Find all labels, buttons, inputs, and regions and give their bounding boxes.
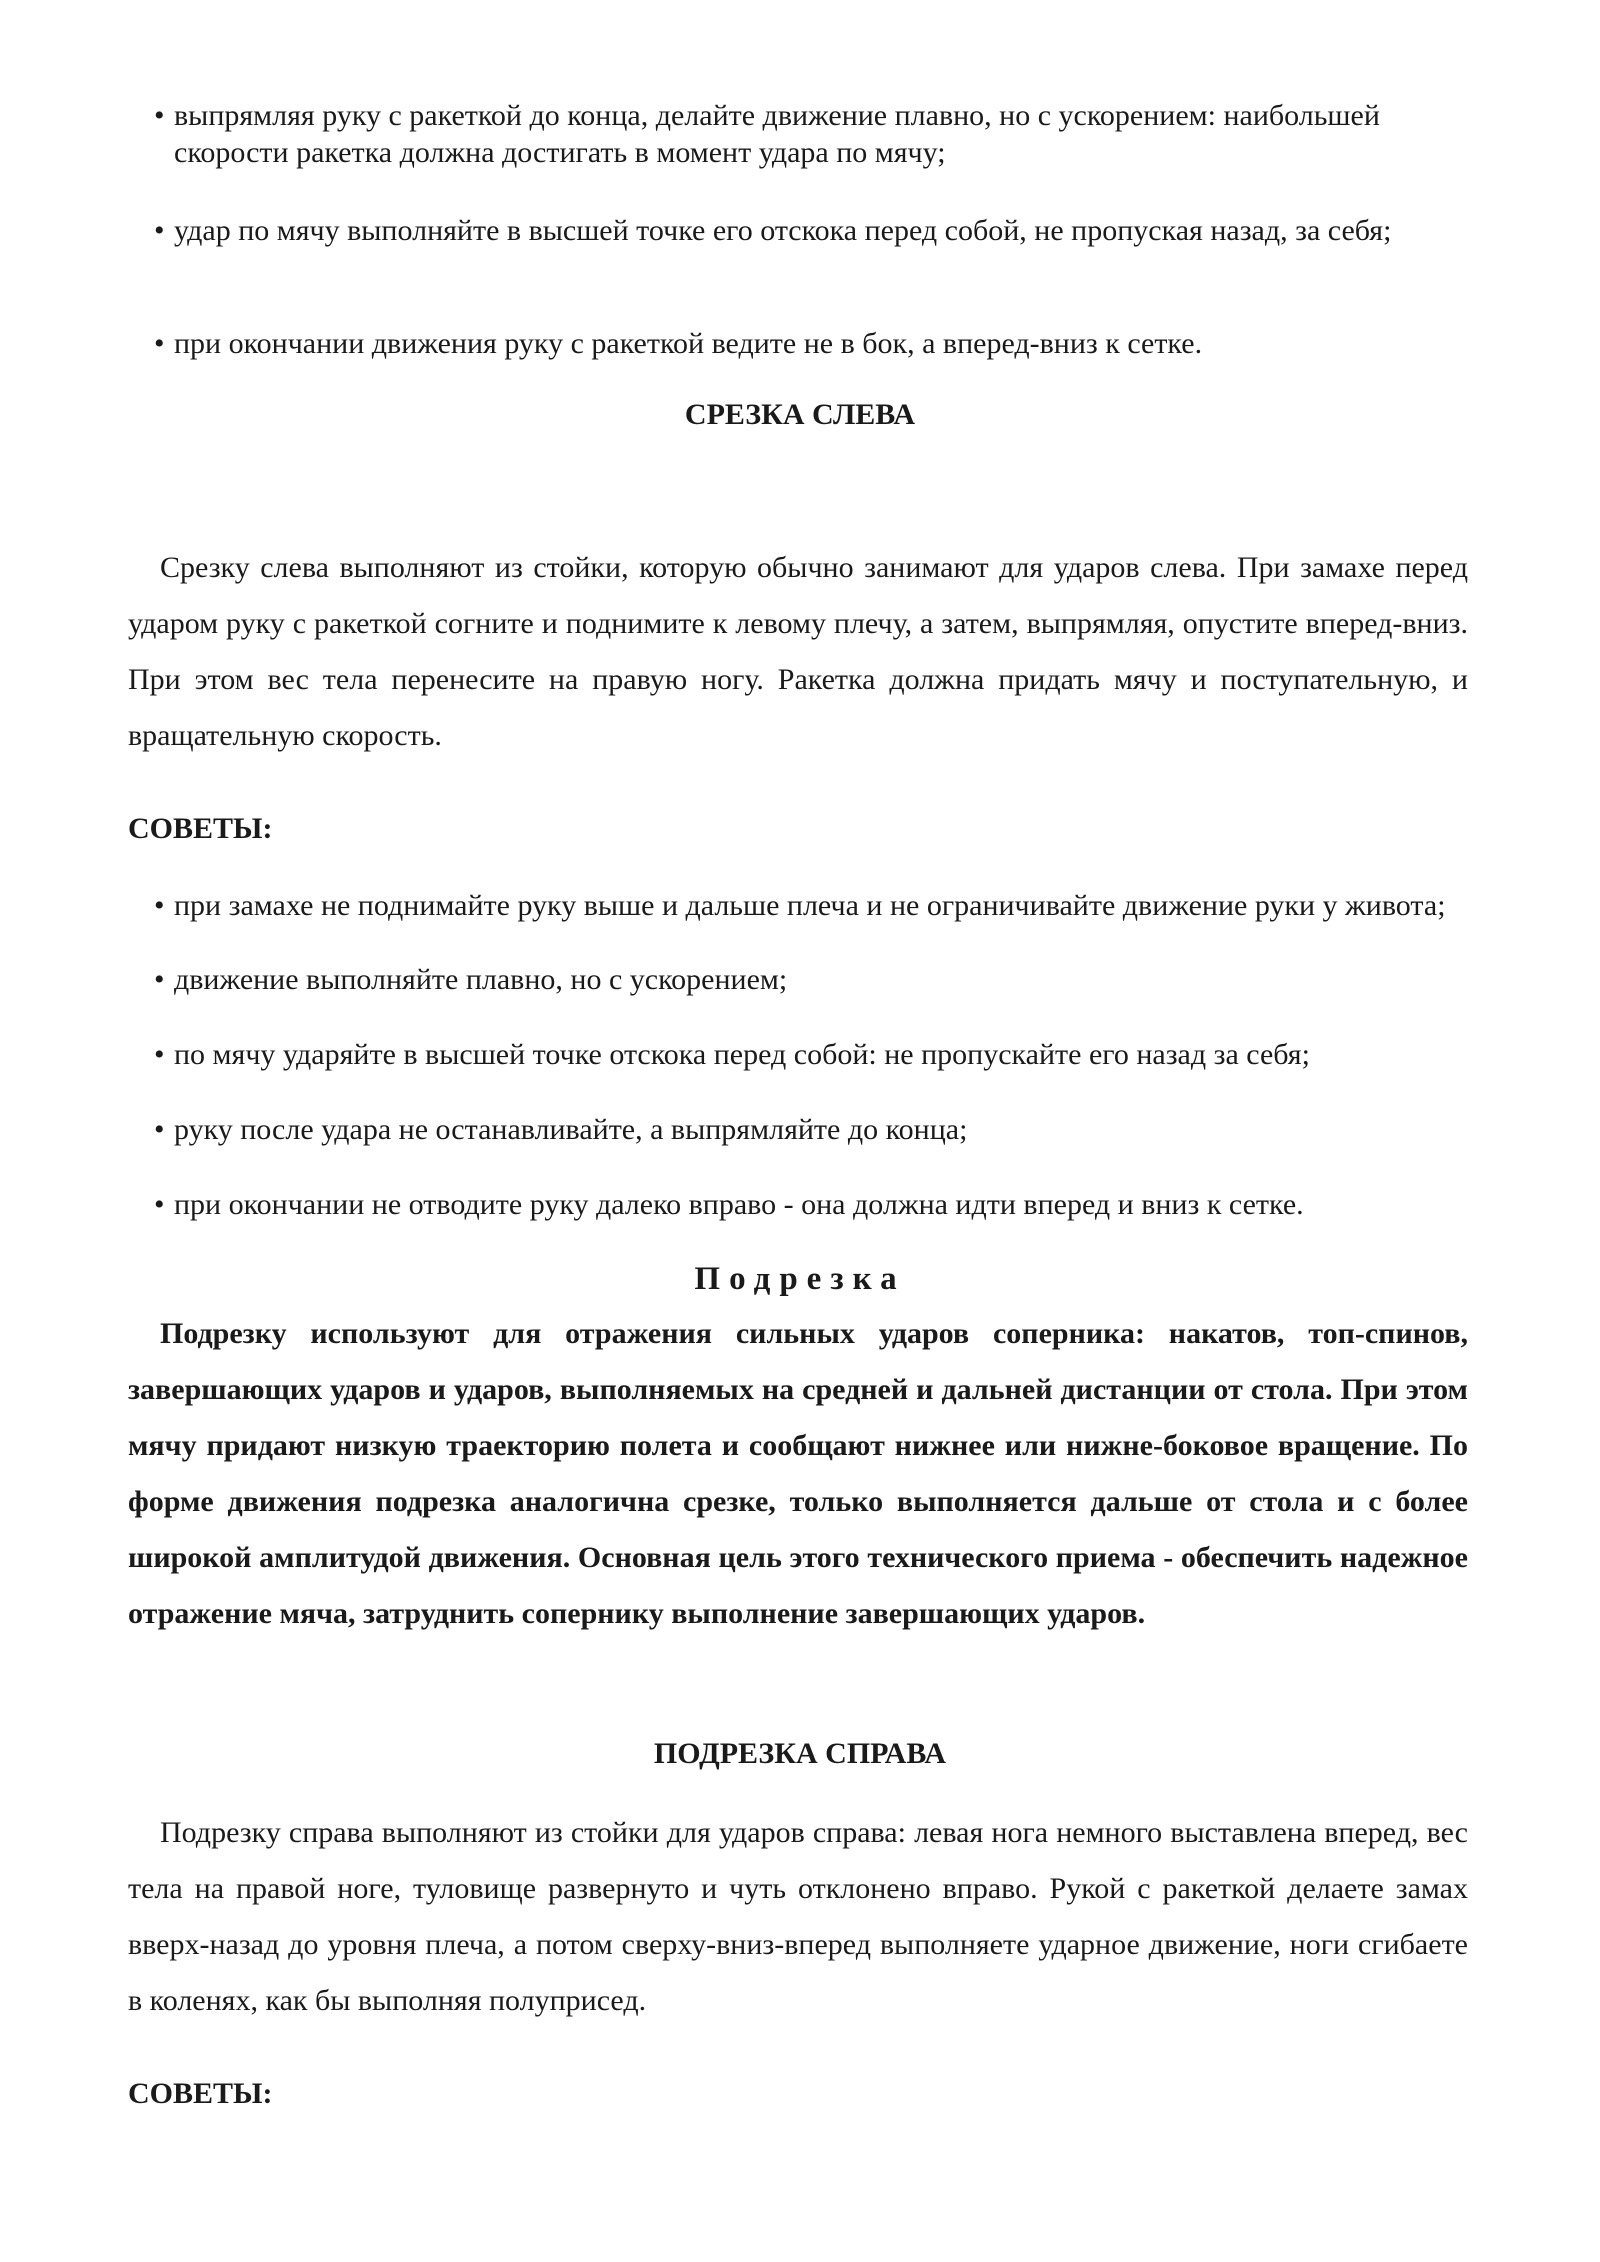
list-item: • руку после удара не останавливайте, а выпрямляйте до конца; xyxy=(174,1111,1474,1148)
tips-label: СОВЕТЫ: xyxy=(128,812,273,845)
list-item: • удар по мячу выполняйте в высшей точке его отскока перед собой, не пропуская назад, за себя; xyxy=(174,212,1474,249)
tips-label: СОВЕТЫ: xyxy=(128,2077,273,2110)
list-item: • при окончании движения руку с ракеткой ведите не в бок, а вперед-вниз к сетке. xyxy=(174,325,1474,362)
paragraph: Подрезку используют для отражения сильных ударов соперника: накатов, топ-спинов, завершающих ударов и ударов, выполняемых на средней и дальней дистанции от стола. При этом мячу придают низкую траекторию полета и сообщают нижнее или нижне-боковое вращение. По форме движения подрезка аналогична срезке, только выполняется дальше от стола и с более широкой амплитудой движения. Основная цель этого технического приема - обеспечить надежное отражение мяча, затруднить сопернику выполнение завершающих ударов. xyxy=(128,1317,1468,1630)
list-item: • движение выполняйте плавно, но с ускорением; xyxy=(174,961,1474,998)
list-item: • выпрямляя руку с ракеткой до конца, делайте движение плавно, но с ускорением: наибольшей скорости ракетка должна достигать в момент удара по мячу; xyxy=(174,97,1474,171)
list-item: • по мячу ударяйте в высшей точке отскока перед собой: не пропускайте его назад за себя; xyxy=(174,1036,1474,1073)
section-heading: СРЕЗКА СЛЕВА xyxy=(684,398,916,431)
paragraph: Подрезку справа выполняют из стойки для ударов справа: левая нога немного выставлена вперед, вес тела на правой ноге, туловище развернуто и чуть отклонено вправо. Рукой с ракеткой делаете замах вверх-назад до уровня плеча, а потом сверху-вниз-вперед выполняете ударное движение, ноги сгибаете в коленях, как бы выполняя полуприсед. xyxy=(128,1816,1468,2017)
paragraph: Срезку слева выполняют из стойки, которую обычно занимают для ударов слева. При замахе перед ударом руку с ракеткой согните и поднимите к левому плечу, а затем, выпрямляя, опустите вперед-вниз. При этом вес тела перенесите на правую ногу. Ракетка должна придать мячу и поступательную, и вращательную скорость. xyxy=(128,551,1468,752)
list-item: • при окончании не отводите руку далеко вправо - она должна идти вперед и вниз к сетке. xyxy=(174,1186,1474,1223)
section-heading: ПОДРЕЗКА СПРАВА xyxy=(653,1737,947,1770)
list-item: • при замахе не поднимайте руку выше и дальше плеча и не ограничивайте движение руки у живота; xyxy=(174,887,1474,924)
section-heading: Подрезка xyxy=(694,1261,906,1297)
